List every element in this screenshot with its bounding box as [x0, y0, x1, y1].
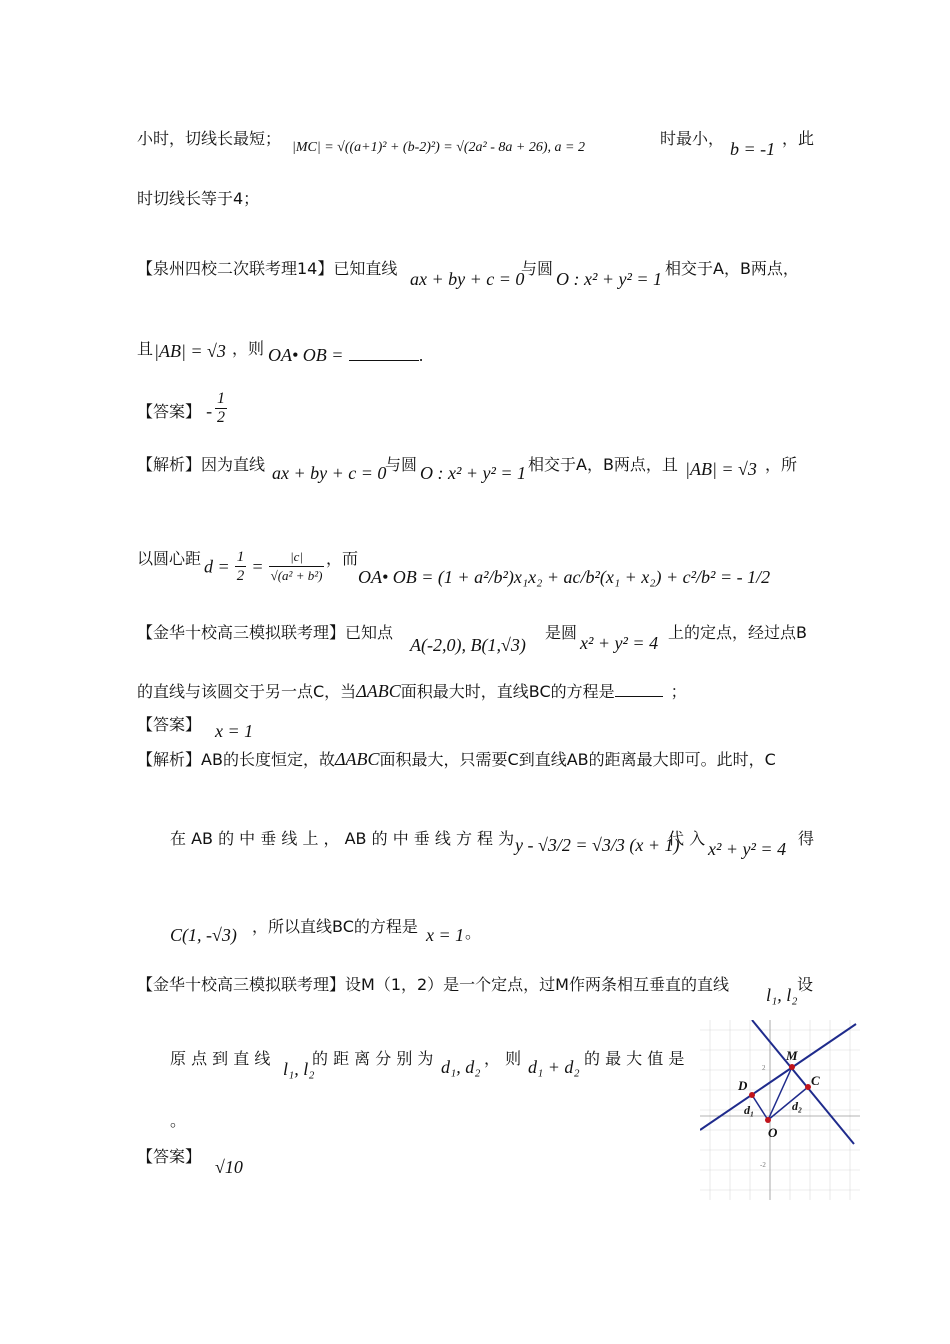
q3-lines-wrap — [766, 984, 798, 1007]
q1-an-a: 因为直线 — [201, 455, 266, 474]
q2-answer-blank[interactable] — [615, 696, 663, 697]
q3-answer-value-wrap — [215, 1156, 243, 1179]
q1-answer — [137, 400, 212, 423]
q2-line2-c: ； — [670, 682, 687, 701]
equals-sign: = — [251, 556, 264, 577]
q1-text-b-wrap — [521, 258, 553, 280]
q2-an-b: 面积最大，只需要C到直线AB的距离最大即可。此时，C — [379, 750, 776, 769]
q1-an-d-wrap — [765, 454, 797, 476]
q3-line1 — [137, 974, 729, 996]
an-line-equation: ax + by + c = 0 — [272, 463, 387, 483]
p1-line1 — [137, 128, 281, 150]
tick-2: 2 — [762, 1064, 766, 1072]
point-o — [765, 1117, 771, 1123]
q1-line2 — [137, 338, 153, 360]
q3-line2-lines-wrap — [283, 1058, 315, 1081]
q1-an-c-wrap — [528, 454, 678, 476]
q1-text-b: 与圆 — [521, 259, 554, 278]
p1-line2-text: 时切线长等于4； — [137, 189, 260, 208]
q2-line1 — [137, 622, 393, 644]
q3-distances: d₁, d₂ — [441, 1057, 481, 1077]
triangle-abc: ΔABC — [356, 681, 401, 701]
q2-analysis-line3 — [170, 924, 237, 947]
q3-line2-b: 的 距 离 分 别 为 — [312, 1049, 434, 1068]
q1-text-d: 且 — [137, 339, 154, 358]
q2-answer — [137, 714, 201, 736]
label-d: D — [738, 1078, 748, 1093]
q1-an-f-wrap — [326, 548, 358, 570]
q3-line2-d: 的 最 大 值 是 — [584, 1049, 685, 1068]
q2-an-a: AB的长度恒定，故 — [201, 750, 335, 769]
q2-perp-eq — [515, 834, 680, 857]
label-o: O — [768, 1125, 778, 1140]
q1-an-line2 — [137, 548, 201, 570]
p1-cond — [730, 138, 775, 161]
q1-an-d: ，所 — [765, 455, 798, 474]
circle-equation: O : x² + y² = 1 — [556, 269, 663, 289]
q2-an-d-wrap — [668, 828, 705, 850]
q2-an-circle-wrap — [708, 838, 786, 861]
q2-circle — [580, 632, 658, 655]
q2-line2 — [137, 680, 687, 703]
an-circle-equation: O : x² + y² = 1 — [420, 463, 527, 483]
q2-an-ans-wrap — [426, 924, 464, 947]
answer-sign: - — [206, 401, 213, 421]
q1-an-f: ，而 — [326, 549, 359, 568]
q1-dot-expr — [358, 566, 770, 590]
label-d2: d₂ — [792, 1099, 803, 1113]
p1-formula — [292, 137, 585, 159]
q1-line1 — [137, 258, 397, 280]
q2-an-triangle: ΔABC — [334, 749, 380, 769]
q3-line3 — [170, 1110, 186, 1132]
q1-text-c: 相交于A，B两点， — [665, 259, 799, 278]
p1-text-c: ，此 — [782, 129, 815, 148]
q1-an-circle — [420, 462, 526, 485]
q2-answer-label: 【答案】 — [137, 715, 202, 734]
q3-line2-c-wrap — [484, 1048, 521, 1070]
q2-analysis-line2 — [170, 828, 514, 850]
q2-text-b: 是圆 — [545, 623, 578, 642]
q2-an-f-wrap — [252, 916, 418, 938]
geometry-figure — [700, 1020, 860, 1200]
point-d — [749, 1092, 755, 1098]
line-equation: ax + by + c = 0 — [410, 269, 525, 289]
half-numerator: 1 — [236, 549, 245, 565]
q2-text-c: 上的定点，经过点B — [668, 623, 807, 642]
q2-text-c-wrap — [668, 622, 807, 644]
q2-answer-value: x = 1 — [215, 721, 254, 741]
q1-d-formula — [204, 548, 324, 585]
p1-text-b: 时最小， — [660, 129, 725, 148]
q2-an-e-wrap — [798, 828, 814, 850]
perpendicular-bisector-equation: y - √3/2 = √3/3 (x + 1) — [515, 835, 680, 855]
label-d1: d₁ — [744, 1103, 755, 1117]
points-ab: A(-2,0), B(1,√3) — [410, 635, 526, 655]
p1-line1b — [660, 128, 724, 150]
q3-answer-value: √10 — [215, 1157, 243, 1177]
answer-label: 【答案】 — [137, 402, 202, 421]
q3-line2-a: 原 点 到 直 线 — [170, 1049, 271, 1068]
q1-answer-frac — [215, 390, 227, 427]
q1-source: 【泉州四校二次联考理14】 — [137, 259, 334, 278]
q2-an-answer: x = 1 — [426, 925, 465, 945]
dot-product-expression: OA• OB = — [268, 345, 344, 365]
q3-line3-text: 。 — [170, 1111, 187, 1130]
q1-ab — [154, 340, 226, 363]
q3-sum: d₁ + d₂ — [528, 1057, 580, 1077]
q1-an-b: 与圆 — [385, 455, 418, 474]
q3-line2-b-wrap — [312, 1048, 433, 1070]
d-equals: d = — [204, 556, 230, 577]
q1-an-e: 以圆心距 — [137, 549, 202, 568]
q1-text-a: 已知直线 — [333, 259, 398, 278]
point-m — [789, 1064, 795, 1070]
tick-neg2: -2 — [760, 1161, 766, 1169]
label-c: C — [811, 1073, 820, 1088]
q3-line2 — [170, 1048, 270, 1070]
q3-dists-wrap — [441, 1056, 481, 1079]
q1-analysis-line1 — [137, 454, 265, 476]
q2-analysis-label: 【解析】 — [137, 750, 202, 769]
q3-text-a: 设M（1，2）是一个定点，过M作两条相互垂直的直线 — [345, 975, 729, 994]
q1-text-c-wrap — [665, 258, 799, 280]
q2-an-f: ，所以直线BC的方程是 — [252, 917, 418, 936]
q2-text-a: 已知点 — [345, 623, 394, 642]
dot-product-derivation: OA• OB = (1 + a²/b²)x₁x₂ + ac/b²(x₁ + x₂) + c²/b² = - 1/2 — [358, 567, 771, 587]
answer-blank[interactable] — [349, 360, 419, 361]
q2-analysis-line1 — [137, 748, 776, 771]
q2-an-e: 得 — [798, 829, 815, 848]
p1-line2 — [137, 188, 259, 210]
q2-an-g-wrap — [465, 922, 481, 944]
q1-an-b-wrap — [385, 454, 417, 476]
q3-lines: l₁, l₂ — [766, 985, 798, 1005]
p1-line1c — [782, 128, 814, 150]
c-abs: |c| — [269, 548, 325, 567]
ab-equation: |AB| = √3 — [154, 341, 226, 361]
line-l2 — [700, 1024, 856, 1130]
q2-text-b-wrap — [545, 622, 577, 644]
q2-an-circle: x² + y² = 4 — [708, 839, 787, 859]
q3-text-b-wrap — [797, 974, 813, 996]
mc-formula: |MC| = √((a+1)² + (b-2)²) = √(2a² - 8a + 26), a = 2 — [292, 140, 585, 155]
q3-answer-label: 【答案】 — [137, 1147, 202, 1166]
q3-answer — [137, 1146, 201, 1168]
q2-an-d: 代 入 — [668, 829, 706, 848]
an-ab-equation: |AB| = √3 — [685, 459, 757, 479]
q1-an-line-eq — [272, 462, 386, 485]
q1-text-e-wrap — [232, 338, 264, 360]
q2-circle-equation: x² + y² = 4 — [580, 633, 659, 653]
q1-dot: OA• OB = . — [268, 345, 424, 365]
q1-an-ab — [685, 458, 757, 481]
q1-text-e: ，则 — [232, 339, 265, 358]
q2-answer-value-wrap — [215, 720, 253, 743]
q2-points — [410, 634, 526, 657]
answer-numerator: 1 — [217, 390, 225, 407]
answer-denominator: 2 — [217, 409, 225, 426]
q3-sum-wrap — [528, 1056, 580, 1079]
q3-line2-d-wrap — [584, 1048, 684, 1070]
q2-line2-b: 面积最大时，直线BC的方程是 — [400, 682, 615, 701]
q2-line2-a: 的直线与该圆交于另一点C，当 — [137, 682, 357, 701]
p1-text-a: 小时，切线长最短； — [137, 129, 282, 148]
q3-source: 【金华十校高三模拟联考理】 — [137, 975, 346, 994]
q1-an-c: 相交于A，B两点，且 — [528, 455, 678, 474]
q2-an-g: 。 — [465, 923, 482, 942]
half-denominator: 2 — [236, 568, 245, 584]
sqrt-a2-b2: √(a² + b²) — [270, 568, 323, 583]
q3-line2-c: ， 则 — [484, 1049, 522, 1068]
q2-an-c: 在 AB 的 中 垂 线 上 ， AB 的 中 垂 线 方 程 为 — [170, 829, 515, 848]
q1-circle-eq — [556, 268, 662, 291]
q2-source: 【金华十校高三模拟联考理】 — [137, 623, 346, 642]
point-c: C(1, -√3) — [170, 925, 237, 945]
b-condition: b = -1 — [730, 139, 776, 159]
analysis-label: 【解析】 — [137, 455, 202, 474]
q1-line-eq — [410, 268, 524, 291]
label-m: M — [786, 1048, 798, 1063]
q3-text-b: 设 — [797, 975, 814, 994]
q3-line2-lines: l₁, l₂ — [283, 1059, 315, 1079]
